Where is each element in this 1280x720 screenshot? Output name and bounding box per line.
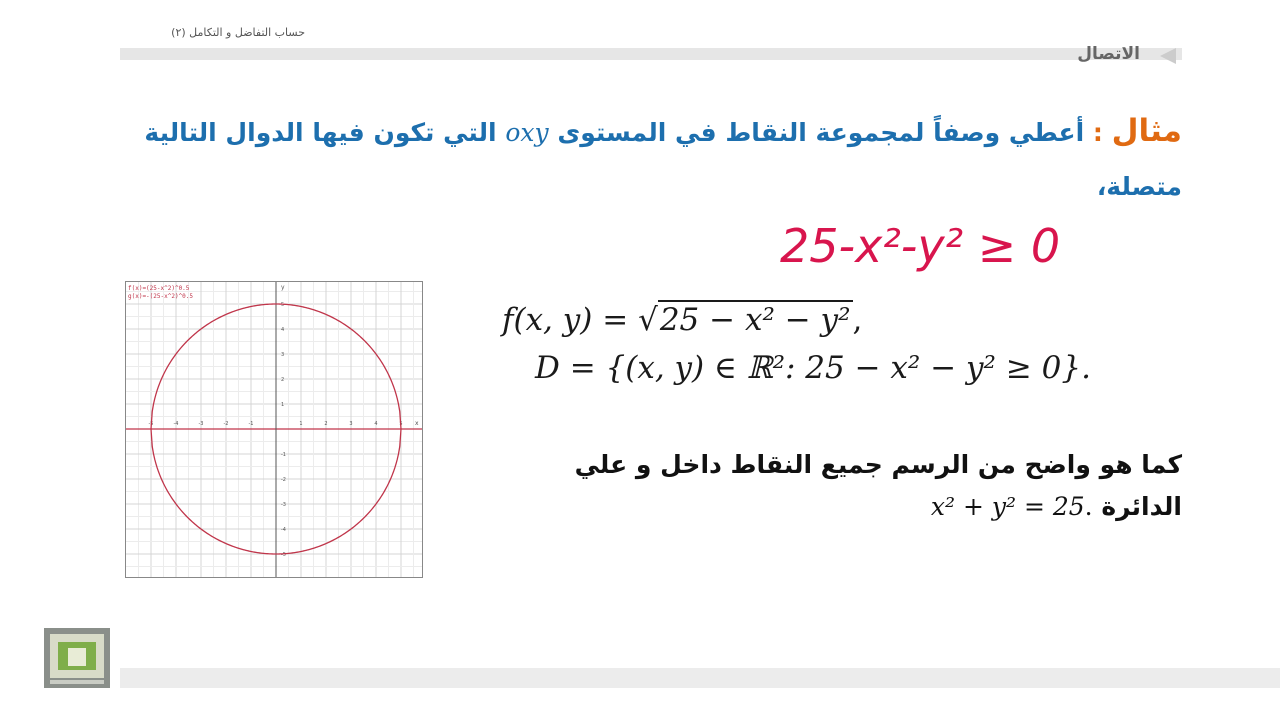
course-title: حساب التفاضل و التكامل (٢) (171, 26, 305, 39)
section-arrow-icon (1160, 48, 1176, 64)
university-logo (44, 628, 110, 688)
x-tick-label: 4 (374, 421, 378, 427)
y-tick-label: -4 (281, 527, 286, 533)
example-text-start: أعطي وصفاً لمجموعة النقاط في المستوى (557, 118, 1085, 147)
section-label: الاتصال (1077, 44, 1140, 64)
logo-caption-strip (50, 680, 104, 684)
legend-entry-f: f(x)=(25-x^2)^0.5 (128, 285, 190, 292)
circle-equation-text: x² + y² = 25 (930, 492, 1085, 521)
function-end-comma: , (852, 302, 863, 338)
x-tick-label: -2 (223, 421, 229, 427)
x-tick-label: 3 (349, 421, 353, 427)
x-tick-label: 2 (324, 421, 328, 427)
x-axis-letter: x (415, 420, 419, 427)
x-tick-label: 1 (299, 421, 303, 427)
y-axis-letter: y (281, 284, 285, 291)
logo-emblem-center (68, 648, 86, 666)
plane-variable: oxy (505, 118, 549, 147)
circle-graph (125, 281, 423, 578)
radicand: 25 − x² − y² (659, 302, 851, 338)
handwritten-inequality (780, 200, 1130, 280)
x-tick-label: 5 (399, 421, 403, 427)
x-tick-label: -5 (148, 421, 154, 427)
y-tick-label: 2 (281, 377, 285, 383)
circle-equation (931, 492, 1093, 521)
square-root (638, 300, 852, 338)
example-heading (120, 104, 1182, 200)
footer-bar (120, 668, 1280, 688)
section-bar (120, 48, 1182, 60)
function-definition (502, 300, 862, 338)
y-tick-label: 3 (281, 352, 285, 358)
y-tick-label: 4 (281, 327, 285, 333)
x-tick-label: -3 (198, 421, 204, 427)
description-end: . (1084, 492, 1093, 521)
example-label: مثال (1111, 113, 1182, 149)
radical-sign-icon: √ (638, 302, 658, 338)
example-text-end: التي تكون فيها الدوال التالية متصلة، (144, 118, 1182, 201)
handwritten-note-text: 25-x²-y² ≥ 0 (780, 219, 1061, 273)
domain-definition: D = {(x, y) ∈ ℝ²: 25 − x² − y² ≥ 0}. (535, 350, 1091, 386)
y-tick-label: -1 (281, 452, 286, 458)
legend-entry-g: g(x)=-(25-x^2)^0.5 (128, 293, 194, 300)
x-tick-label: -4 (173, 421, 179, 427)
example-colon: : (1092, 118, 1103, 147)
y-tick-label: 5 (281, 302, 285, 308)
y-tick-label: -2 (281, 477, 286, 483)
y-tick-label: -5 (281, 552, 286, 558)
y-tick-label: 1 (281, 402, 285, 408)
function-lhs: f(x, y) = (502, 302, 639, 338)
description-text (500, 444, 1182, 534)
description-words: كما هو واضح من الرسم جميع النقاط داخل و علي الدائرة (574, 450, 1182, 521)
x-tick-label: -1 (248, 421, 254, 427)
y-tick-label: -3 (281, 502, 286, 508)
